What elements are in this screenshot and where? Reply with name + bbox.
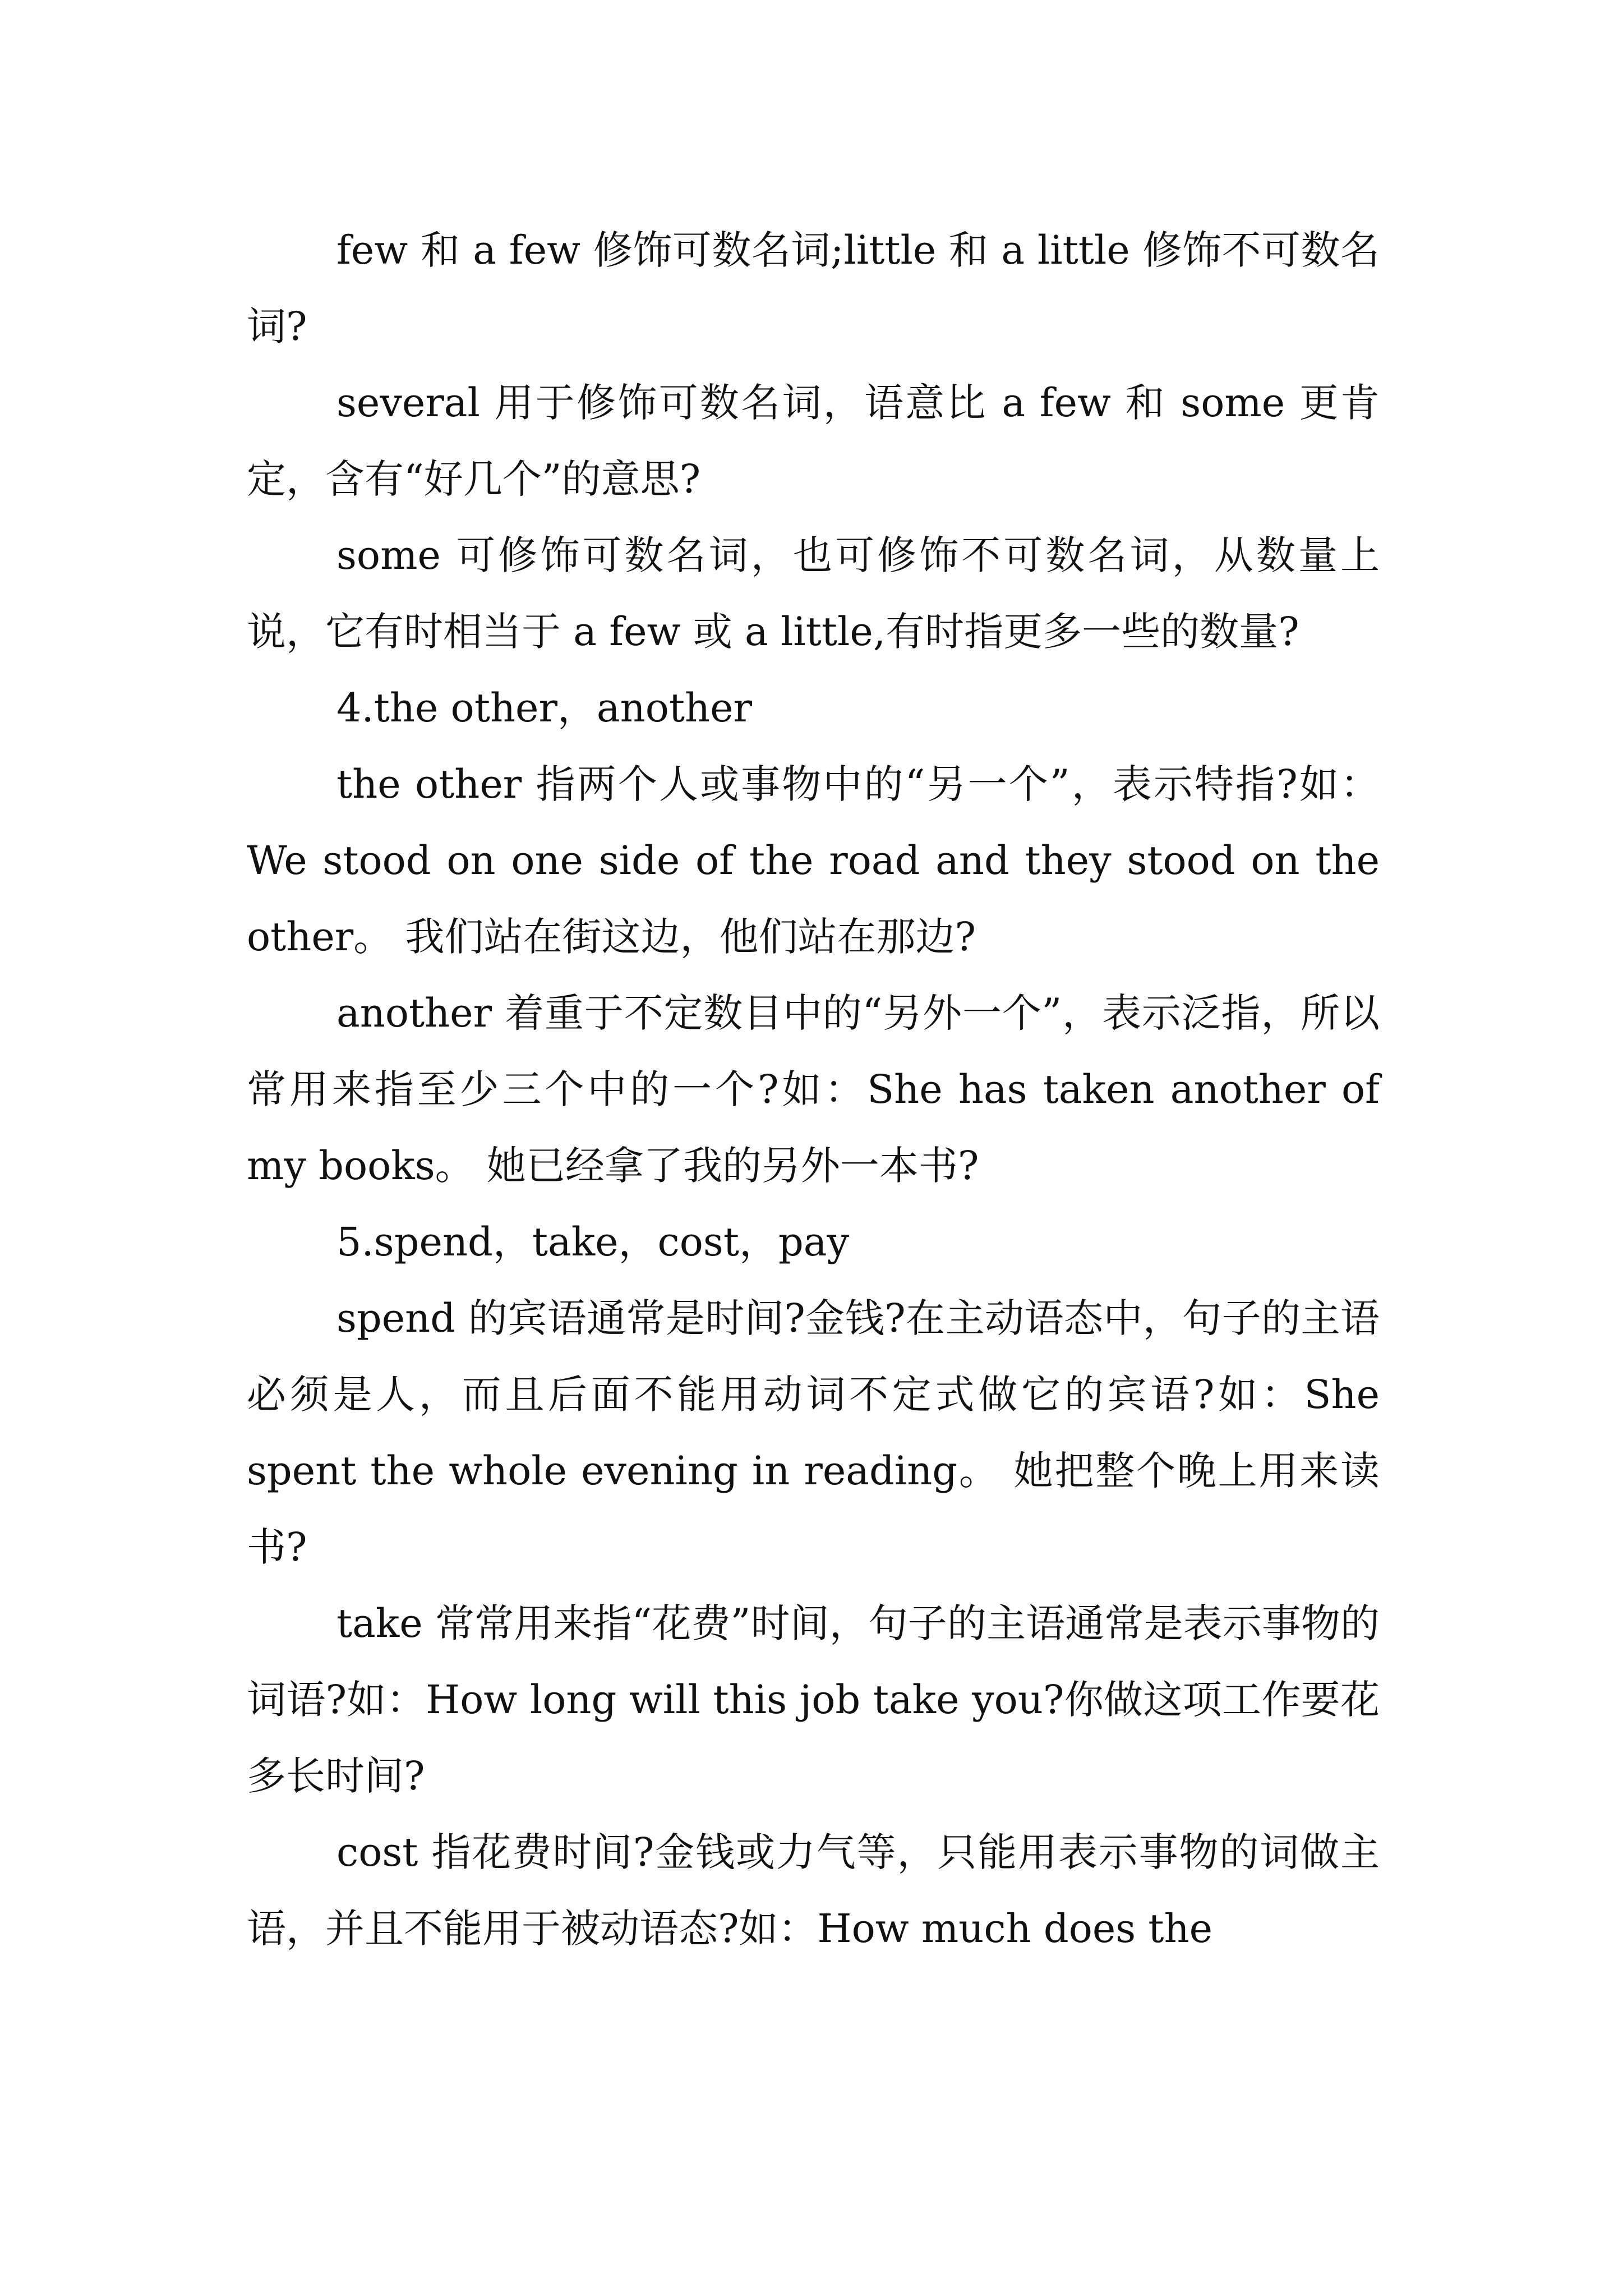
paragraph-cost: cost 指花费时间?金钱或力气等，只能用表示事物的词做主语，并且不能用于被动语态?如：How much does the — [247, 1829, 1380, 1952]
paragraph-the-other: the other 指两个人或事物中的“另一个”，表示特指?如：We stood on one side of the road and they stood on the other。 我们站在街这边，他们站在那边? — [247, 761, 1380, 960]
paragraph-few-little: few 和 a few 修饰可数名词;little 和 a little 修饰不可数名词? — [247, 227, 1380, 349]
paragraph-take: take 常常用来指“花费”时间，句子的主语通常是表示事物的词语?如：How long will this job take you?你做这项工作要花多长时间? — [247, 1600, 1380, 1799]
document-body — [247, 212, 1380, 1967]
section-heading-other-another: 4.the other，another — [336, 685, 752, 731]
paragraph-spend: spend 的宾语通常是时间?金钱?在主动语态中，句子的主语必须是人，而且后面不能用动词不定式做它的宾语?如：She spent the whole evening in reading。 她把整个晚上用来读书? — [247, 1295, 1380, 1570]
paragraph-several: several 用于修饰可数名词，语意比 a few 和 some 更肯定，含有“好几个”的意思? — [247, 380, 1380, 502]
section-heading-spend-take-cost-pay: 5.spend，take，cost，pay — [336, 1219, 850, 1265]
paragraph-some: some 可修饰可数名词，也可修饰不可数名词，从数量上说，它有时相当于 a few 或 a little,有时指更多一些的数量? — [247, 532, 1380, 655]
paragraph-another: another 着重于不定数目中的“另外一个”，表示泛指，所以常用来指至少三个中的一个?如：She has taken another of my books。 她已经拿了我的另外一本书? — [247, 990, 1380, 1189]
